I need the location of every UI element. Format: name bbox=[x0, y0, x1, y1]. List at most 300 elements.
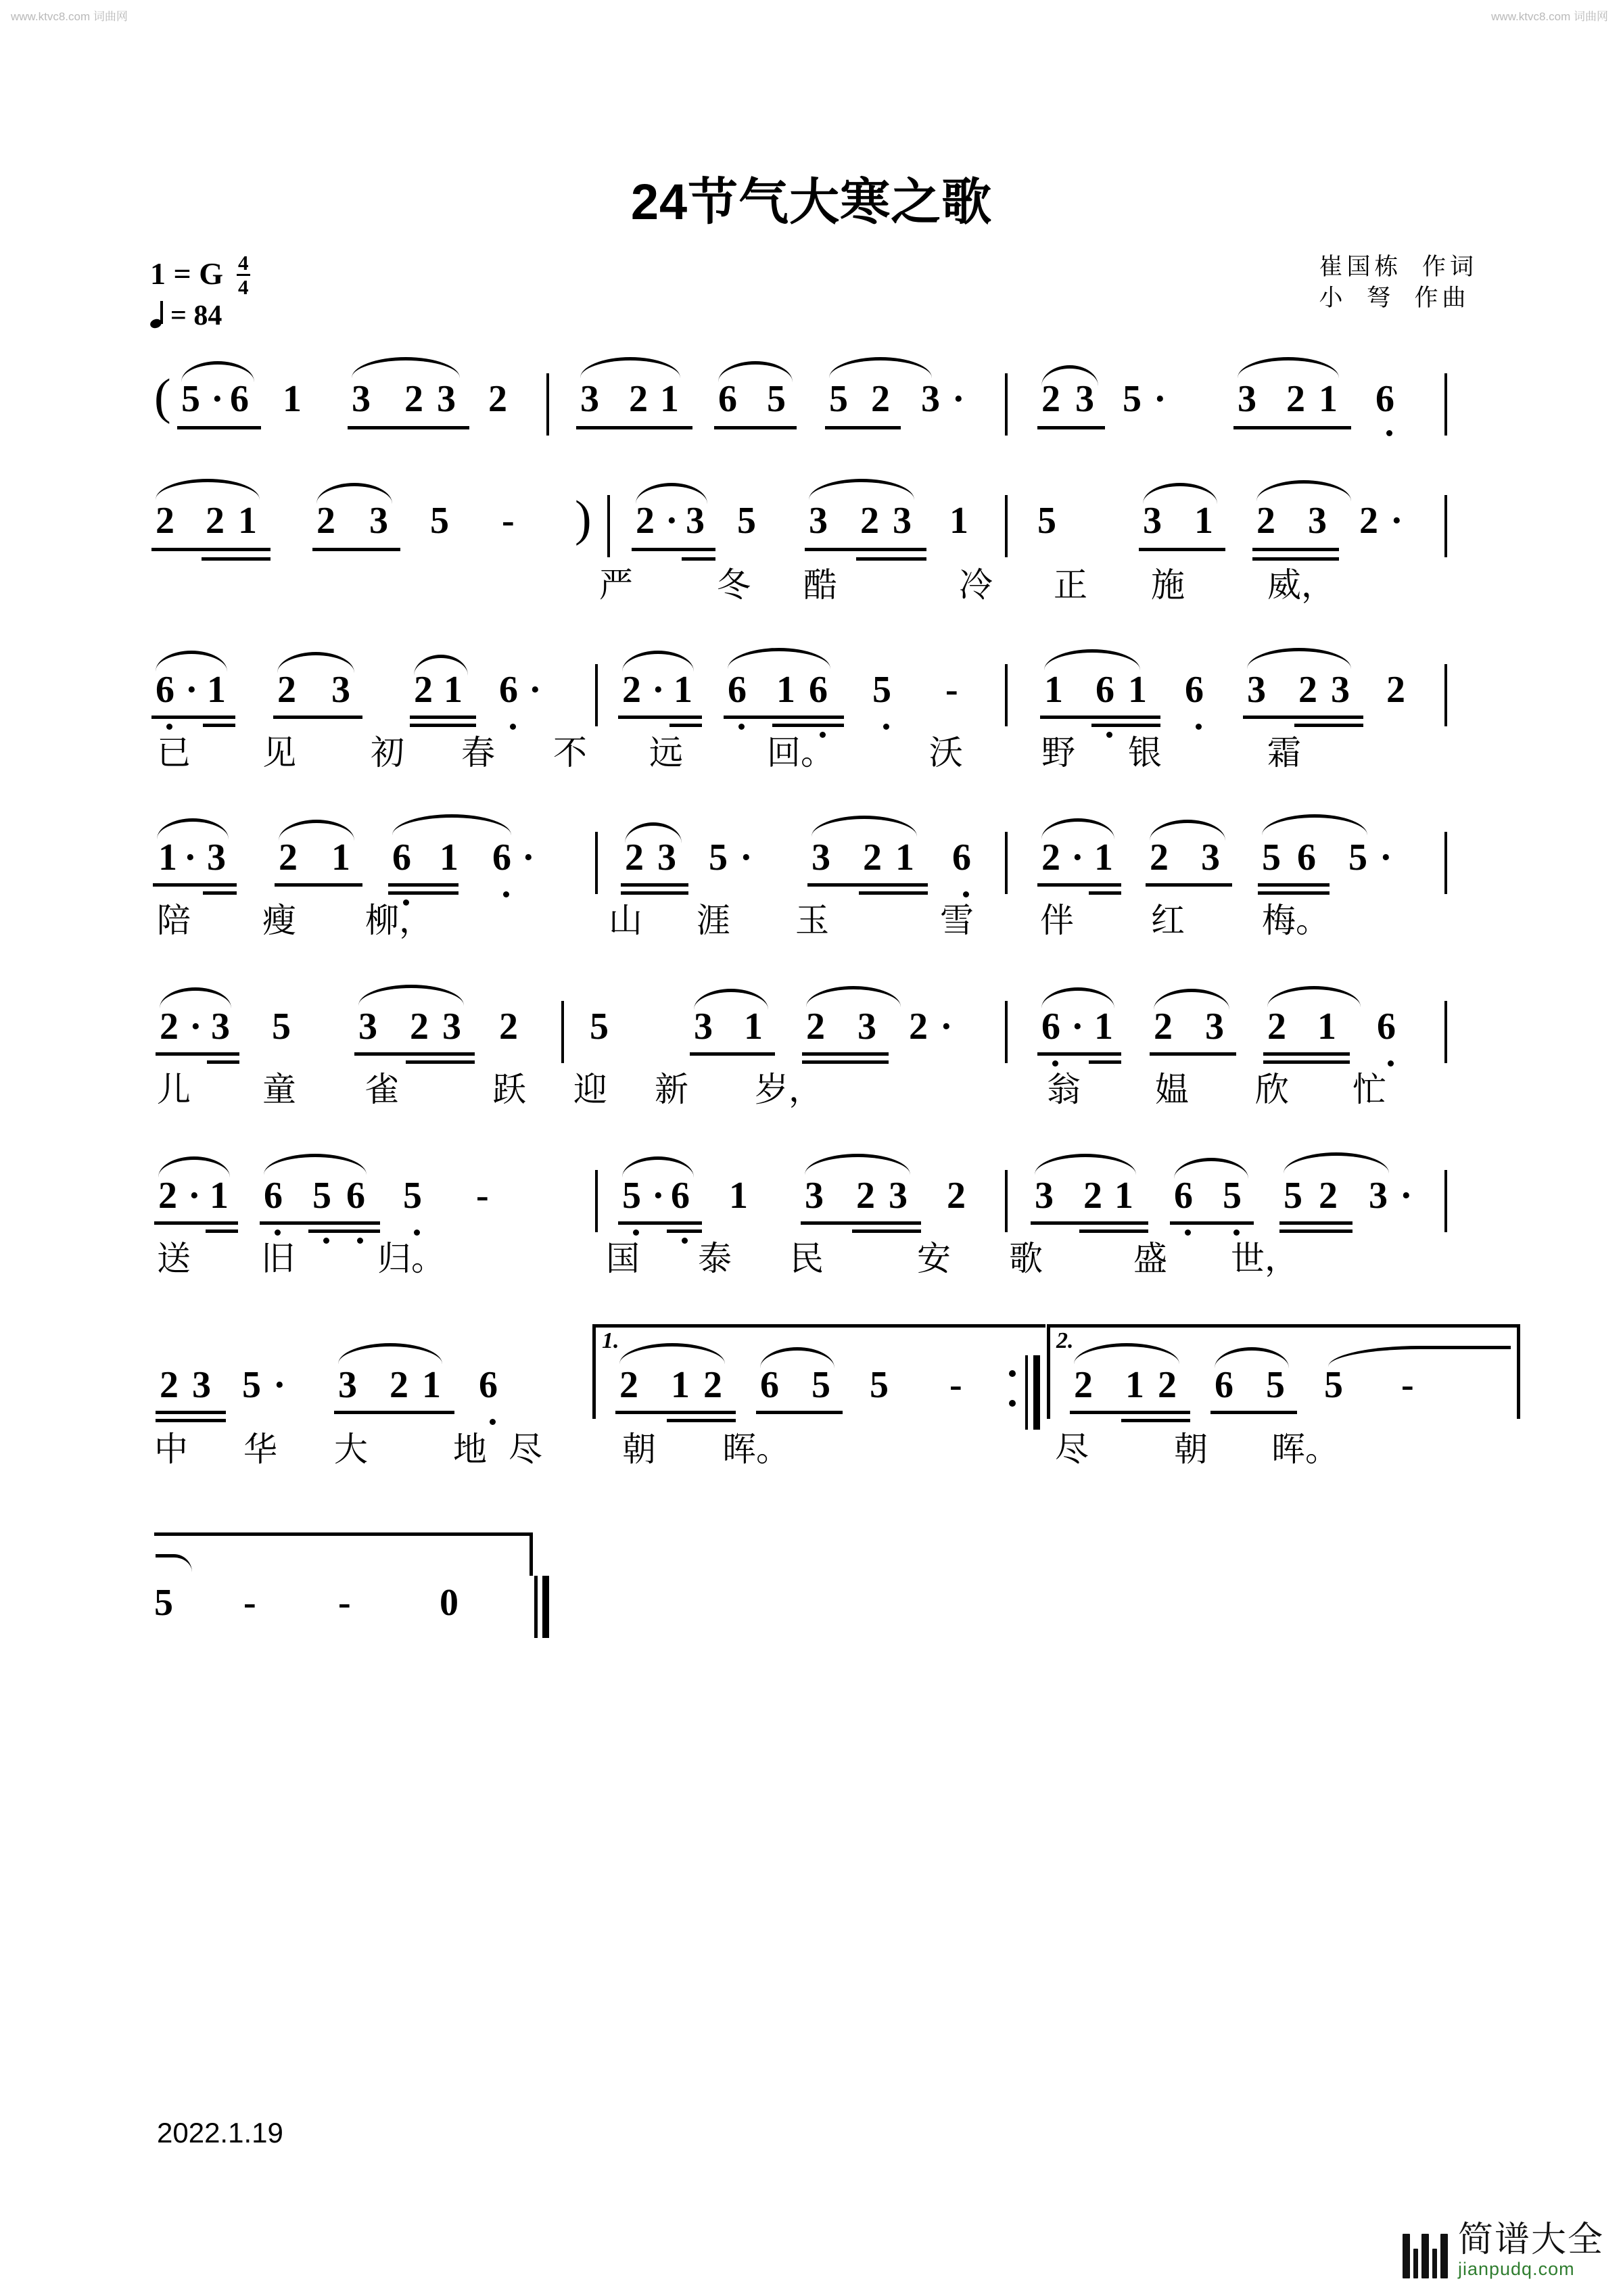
octave-dot-low bbox=[738, 724, 745, 730]
note: 6 bbox=[952, 837, 971, 878]
beam bbox=[348, 426, 469, 429]
beam bbox=[1037, 426, 1105, 429]
octave-dot-low bbox=[963, 891, 969, 897]
note: 2 bbox=[1158, 1364, 1177, 1406]
lyric-syllable: 尽 bbox=[1055, 1430, 1089, 1468]
volta-right-leg bbox=[530, 1532, 533, 1576]
octave-dot-low bbox=[1196, 724, 1202, 730]
logo-line2: jianpudq.com bbox=[1457, 2259, 1575, 2279]
note: 3 bbox=[1205, 1006, 1224, 1048]
time-signature bbox=[237, 252, 250, 298]
note: 2 bbox=[158, 1175, 177, 1217]
note: 5 bbox=[709, 837, 728, 878]
barline bbox=[1005, 1001, 1008, 1063]
beam-16th bbox=[203, 724, 235, 727]
note: 6 bbox=[264, 1175, 283, 1217]
note: 2 bbox=[1386, 669, 1405, 711]
augmentation-dot: · bbox=[188, 1175, 201, 1217]
note: 1 bbox=[422, 1364, 441, 1406]
volta-left-leg bbox=[592, 1324, 596, 1419]
note: 5 bbox=[1324, 1364, 1343, 1406]
slur bbox=[156, 479, 260, 500]
note: 2 bbox=[909, 1006, 928, 1048]
note: 1 bbox=[1044, 669, 1063, 711]
slur bbox=[829, 357, 932, 378]
augmentation-dot: · bbox=[1071, 837, 1084, 878]
composer-credit: 小 弩 作曲 bbox=[1319, 285, 1470, 312]
lyrics-row-4 bbox=[0, 901, 1623, 958]
note: 3 bbox=[1331, 669, 1350, 711]
barline bbox=[1005, 1170, 1008, 1232]
octave-dot-low bbox=[1386, 430, 1392, 436]
note: 2 bbox=[871, 378, 890, 420]
slur bbox=[352, 357, 460, 378]
repeat-dot-lower bbox=[1009, 1400, 1016, 1407]
lyric-syllable: 地 bbox=[453, 1430, 487, 1468]
note: - bbox=[945, 669, 958, 711]
note: 1 bbox=[744, 1006, 763, 1048]
barline bbox=[1444, 1001, 1447, 1063]
augmentation-dot: · bbox=[652, 669, 665, 711]
augmentation-dot: · bbox=[184, 837, 197, 878]
note: 3 bbox=[657, 837, 676, 878]
tie-from-prev-line bbox=[156, 1554, 192, 1572]
note: 1 bbox=[238, 500, 257, 542]
lyric-syllable: 冷 bbox=[959, 566, 993, 604]
lyric-syllable: 银 bbox=[1128, 734, 1162, 772]
barline bbox=[595, 664, 598, 726]
note: 5 bbox=[181, 378, 200, 420]
note: 2 bbox=[1298, 669, 1317, 711]
beam bbox=[334, 1411, 454, 1414]
note: 6 bbox=[718, 378, 737, 420]
lyrics-row-6 bbox=[0, 1242, 1623, 1296]
note: 5 bbox=[430, 500, 449, 542]
note: 2 bbox=[619, 1364, 638, 1406]
slur bbox=[805, 1154, 910, 1175]
beam-16th bbox=[802, 1060, 889, 1064]
lyric-syllable: 忙 bbox=[1352, 1071, 1386, 1108]
beam bbox=[1210, 1411, 1297, 1414]
piano-keys-icon bbox=[1403, 2231, 1451, 2278]
note: - bbox=[502, 500, 515, 542]
beam bbox=[1243, 716, 1363, 719]
beam bbox=[1170, 1221, 1254, 1225]
note: 6 bbox=[499, 669, 518, 711]
beam bbox=[354, 1052, 475, 1056]
lyric-syllable: 雪 bbox=[940, 901, 974, 939]
note: 2 bbox=[1286, 378, 1305, 420]
lyric-syllable: 柳， bbox=[365, 901, 433, 939]
note: 6 bbox=[1041, 1006, 1060, 1048]
lyric-syllable: 回。 bbox=[767, 734, 834, 772]
note: 3 bbox=[1035, 1175, 1054, 1217]
lyric-syllable: 尽 bbox=[509, 1430, 542, 1468]
lyric-syllable: 雀 bbox=[365, 1071, 399, 1108]
slur bbox=[580, 357, 680, 378]
staff-row-2 bbox=[0, 487, 1623, 568]
note: - bbox=[338, 1582, 351, 1624]
note: 3 bbox=[812, 837, 830, 878]
beam bbox=[618, 1221, 702, 1225]
slur bbox=[181, 361, 254, 382]
note: 2 bbox=[206, 500, 225, 542]
note: 3 bbox=[893, 500, 912, 542]
date-stamp: 2022.1.19 bbox=[157, 2117, 283, 2149]
octave-dot-low bbox=[275, 1229, 281, 1236]
lyric-syllable: 正 bbox=[1054, 566, 1087, 604]
key-label: 1 = G bbox=[150, 256, 223, 291]
logo-line1: 简谱大全 bbox=[1457, 2220, 1604, 2259]
beam-16th bbox=[667, 1229, 702, 1233]
beam-16th bbox=[410, 724, 476, 727]
slur bbox=[636, 483, 707, 504]
note: 2 bbox=[160, 1364, 179, 1406]
slur bbox=[1041, 818, 1114, 839]
note: 2 bbox=[856, 1175, 875, 1217]
note: 5 bbox=[403, 1175, 422, 1217]
note: 3 bbox=[580, 378, 599, 420]
slur bbox=[728, 648, 830, 669]
final-thick-line bbox=[542, 1576, 549, 1638]
note: 5 bbox=[590, 1006, 609, 1048]
lyric-syllable: 媪 bbox=[1155, 1071, 1189, 1108]
beam bbox=[312, 548, 400, 551]
volta-1-label: 1. bbox=[602, 1328, 619, 1353]
beam-16th bbox=[772, 724, 844, 727]
note: 5 bbox=[1348, 837, 1367, 878]
lyric-syllable: 盛 bbox=[1133, 1240, 1167, 1278]
note: 2 bbox=[316, 500, 335, 542]
volta-top-line bbox=[1047, 1324, 1520, 1328]
slur flat bbox=[1041, 365, 1098, 386]
note: 3 bbox=[338, 1364, 357, 1406]
beam bbox=[756, 1411, 843, 1414]
lyric-syllable: 瘦 bbox=[262, 901, 296, 939]
volta-right-leg bbox=[1517, 1324, 1520, 1419]
beam-16th bbox=[1279, 1229, 1352, 1233]
beam-16th bbox=[1079, 1229, 1148, 1233]
tie-to-next-line bbox=[1328, 1346, 1511, 1367]
note: 1 bbox=[1194, 500, 1213, 542]
note: 2 bbox=[390, 1364, 408, 1406]
beam bbox=[618, 716, 702, 719]
beam bbox=[154, 1221, 238, 1225]
note: 2 bbox=[806, 1006, 825, 1048]
note: 2 bbox=[1083, 1175, 1102, 1217]
barline bbox=[1005, 664, 1008, 726]
lyric-syllable: 泰 bbox=[698, 1240, 732, 1278]
beam bbox=[1037, 883, 1121, 887]
lyric-syllable: 施 bbox=[1151, 566, 1185, 604]
barline bbox=[1444, 664, 1447, 726]
barline bbox=[1444, 495, 1447, 557]
note: 6 bbox=[156, 669, 174, 711]
beam-16th bbox=[856, 557, 926, 561]
staff-row-8 bbox=[0, 1522, 1623, 1624]
beam bbox=[805, 548, 926, 551]
note: 2 bbox=[1154, 1006, 1173, 1048]
note: 2 bbox=[629, 378, 648, 420]
beam-16th bbox=[1252, 557, 1339, 561]
barline bbox=[561, 1001, 564, 1063]
note: 5 bbox=[1037, 500, 1056, 542]
note: 5 bbox=[312, 1175, 331, 1217]
augmentation-dot: · bbox=[652, 1175, 665, 1217]
tempo-marking bbox=[150, 300, 250, 332]
key-signature-block bbox=[150, 250, 250, 332]
slur bbox=[158, 1156, 230, 1177]
note: 3 bbox=[369, 500, 388, 542]
beam bbox=[153, 883, 237, 887]
beam-16th bbox=[682, 557, 715, 561]
beam bbox=[801, 1221, 921, 1225]
beam bbox=[615, 1411, 736, 1414]
slur flat bbox=[625, 822, 682, 843]
octave-dot-low bbox=[414, 1229, 420, 1236]
lyric-syllable: 冬 bbox=[717, 566, 751, 604]
note: 5 bbox=[242, 1364, 261, 1406]
slur bbox=[160, 987, 231, 1008]
octave-dot-low bbox=[503, 891, 509, 897]
note: 3 bbox=[1308, 500, 1327, 542]
beam bbox=[1279, 1221, 1352, 1225]
note: 2 bbox=[1074, 1364, 1093, 1406]
beam-16th bbox=[388, 891, 458, 895]
note: 6 bbox=[1377, 1006, 1396, 1048]
note: 1 bbox=[158, 837, 177, 878]
note: 6 bbox=[1185, 669, 1204, 711]
beam bbox=[1031, 1221, 1148, 1225]
note: 1 bbox=[671, 1364, 690, 1406]
note: 2 bbox=[863, 837, 882, 878]
note: 2 bbox=[636, 500, 655, 542]
note: 3 bbox=[352, 378, 371, 420]
slur bbox=[1238, 357, 1339, 378]
lyric-syllable: 童 bbox=[262, 1071, 296, 1108]
beam-16th bbox=[156, 1419, 226, 1422]
note: 5 bbox=[812, 1364, 830, 1406]
note: 1 bbox=[1094, 837, 1113, 878]
note: 2 bbox=[1041, 837, 1060, 878]
lyrics-row-7 bbox=[0, 1432, 1623, 1486]
augmentation-dot: · bbox=[740, 837, 753, 878]
augmentation-dot: · bbox=[529, 669, 542, 711]
note: 5 bbox=[1223, 1175, 1242, 1217]
slur bbox=[358, 985, 464, 1006]
note: 1 bbox=[1094, 1006, 1113, 1048]
beam-16th bbox=[203, 891, 237, 895]
note: 2 bbox=[414, 669, 433, 711]
beam bbox=[1263, 1052, 1350, 1056]
slur bbox=[1215, 1347, 1289, 1368]
lyric-syllable: 跃 bbox=[492, 1071, 526, 1108]
note: 6 bbox=[1375, 378, 1394, 420]
staff-row-1 bbox=[0, 365, 1623, 446]
note: 1 bbox=[660, 378, 679, 420]
note: 2 bbox=[860, 500, 879, 542]
note: 3 bbox=[809, 500, 828, 542]
augmentation-dot: · bbox=[940, 1006, 953, 1048]
slur bbox=[1035, 1154, 1136, 1175]
slur bbox=[1174, 1158, 1248, 1179]
note: 2 bbox=[160, 1006, 179, 1048]
note: 2 bbox=[1150, 837, 1169, 878]
note: 3 bbox=[921, 378, 940, 420]
slur bbox=[619, 1343, 725, 1364]
lyric-syllable: 陪 bbox=[157, 901, 191, 939]
augmentation-dot: · bbox=[1390, 500, 1403, 542]
beam bbox=[825, 426, 901, 429]
barline bbox=[1005, 495, 1008, 557]
lyric-syllable: 国 bbox=[606, 1240, 640, 1278]
slur bbox=[1247, 648, 1351, 669]
barline bbox=[607, 495, 610, 557]
logo-text bbox=[1458, 2222, 1604, 2278]
slur bbox=[316, 483, 392, 504]
note: - bbox=[949, 1364, 962, 1406]
slur bbox=[622, 651, 694, 672]
note: 6 bbox=[346, 1175, 365, 1217]
note: 6 bbox=[809, 669, 828, 711]
repeat-thick-line bbox=[1033, 1355, 1040, 1430]
note: 1 bbox=[776, 669, 795, 711]
lyric-syllable: 旧 bbox=[261, 1240, 295, 1278]
staff-row-5 bbox=[0, 993, 1623, 1074]
beam bbox=[260, 1221, 380, 1225]
volta-top-line bbox=[154, 1532, 533, 1536]
beam bbox=[632, 548, 715, 551]
note: 5 bbox=[622, 1175, 641, 1217]
beam-16th bbox=[206, 1229, 238, 1233]
augmentation-dot: · bbox=[185, 669, 198, 711]
staff-row-4 bbox=[0, 824, 1623, 905]
note: - bbox=[476, 1175, 489, 1217]
slur bbox=[1154, 989, 1229, 1010]
barline bbox=[1444, 832, 1447, 894]
note: 3 bbox=[1201, 837, 1220, 878]
lyric-syllable: 朝 bbox=[1174, 1430, 1208, 1468]
barline bbox=[1444, 373, 1447, 436]
lyric-syllable: 世， bbox=[1231, 1240, 1298, 1278]
note: 2 bbox=[410, 1006, 429, 1048]
slur bbox=[1143, 483, 1217, 504]
volta-2-label: 2. bbox=[1056, 1328, 1074, 1353]
lyric-syllable: 华 bbox=[243, 1430, 277, 1468]
lyric-syllable: 初 bbox=[371, 734, 404, 772]
note: 3 bbox=[805, 1175, 824, 1217]
lyric-syllable: 大 bbox=[334, 1430, 368, 1468]
beam-16th bbox=[207, 1060, 239, 1064]
open-paren: ( bbox=[154, 369, 171, 425]
note: 3 bbox=[358, 1006, 377, 1048]
slur bbox=[264, 1154, 367, 1175]
lyric-syllable: 涯 bbox=[697, 901, 730, 939]
note: 6 bbox=[1096, 669, 1114, 711]
beam bbox=[388, 883, 458, 887]
note: 5 bbox=[272, 1006, 291, 1048]
augmentation-dot: · bbox=[1400, 1175, 1413, 1217]
slur bbox=[1262, 814, 1367, 835]
note: 6 bbox=[230, 378, 249, 420]
note: 3 bbox=[694, 1006, 713, 1048]
lyric-syllable: 梅。 bbox=[1262, 901, 1330, 939]
barline bbox=[1444, 1170, 1447, 1232]
octave-dot-low bbox=[1388, 1060, 1394, 1067]
note: 2 bbox=[1267, 1006, 1286, 1048]
note: 6 bbox=[492, 837, 511, 878]
note: 5 bbox=[737, 500, 756, 542]
note: 1 bbox=[283, 378, 302, 420]
note: 6 bbox=[1297, 837, 1316, 878]
slur bbox=[392, 814, 511, 835]
lyric-syllable: 歌 bbox=[1009, 1240, 1043, 1278]
note: 1 bbox=[1114, 1175, 1133, 1217]
beam-16th bbox=[1091, 724, 1160, 727]
note: 5 bbox=[767, 378, 786, 420]
slur bbox=[812, 816, 917, 837]
note: 5 bbox=[154, 1582, 173, 1624]
note: 2 bbox=[488, 378, 507, 420]
beam bbox=[621, 883, 688, 887]
watermark-top-right: www.ktvc8.com 词曲网 bbox=[1491, 10, 1608, 23]
barline bbox=[1005, 832, 1008, 894]
lyric-syllable: 晖。 bbox=[722, 1430, 790, 1468]
note: 1 bbox=[1128, 669, 1147, 711]
note: 3 bbox=[192, 1364, 211, 1406]
slur bbox=[760, 1347, 834, 1368]
note: 6 bbox=[392, 837, 411, 878]
lyrics-row-2 bbox=[0, 568, 1623, 622]
beam bbox=[576, 426, 692, 429]
slur bbox=[157, 818, 229, 839]
beam-16th bbox=[1263, 1060, 1350, 1064]
note: 2 bbox=[499, 1006, 518, 1048]
barline bbox=[595, 1170, 598, 1232]
lyric-syllable: 见 bbox=[262, 734, 296, 772]
note: 2 bbox=[279, 837, 298, 878]
note: 5 bbox=[872, 669, 891, 711]
note: 2 bbox=[1256, 500, 1275, 542]
note: 3 bbox=[331, 669, 350, 711]
note: 3 bbox=[1238, 378, 1256, 420]
note: 1 bbox=[895, 837, 914, 878]
slur bbox=[806, 986, 901, 1007]
staff-row-3 bbox=[0, 656, 1623, 737]
beam-16th bbox=[1121, 1419, 1190, 1422]
beam bbox=[1150, 1052, 1236, 1056]
note: 3 bbox=[207, 837, 226, 878]
note: 6 bbox=[671, 1175, 690, 1217]
note: 3 bbox=[442, 1006, 461, 1048]
beam-16th bbox=[669, 724, 702, 727]
lyric-syllable: 朝 bbox=[622, 1430, 656, 1468]
note: 5 bbox=[1266, 1364, 1285, 1406]
lyric-syllable: 送 bbox=[157, 1240, 191, 1278]
lyric-syllable: 已 bbox=[157, 734, 191, 772]
note: 1 bbox=[729, 1175, 748, 1217]
slur bbox=[1284, 1152, 1389, 1173]
note: 1 bbox=[331, 837, 350, 878]
note: 1 bbox=[1317, 1006, 1336, 1048]
staff-row-7 bbox=[0, 1328, 1623, 1412]
staff-row-6 bbox=[0, 1162, 1623, 1243]
beam-16th bbox=[667, 1419, 736, 1422]
note: 1 bbox=[207, 669, 226, 711]
slur bbox=[1074, 1343, 1179, 1364]
beam-16th bbox=[1258, 891, 1330, 895]
lyric-syllable: 归。 bbox=[377, 1240, 445, 1278]
